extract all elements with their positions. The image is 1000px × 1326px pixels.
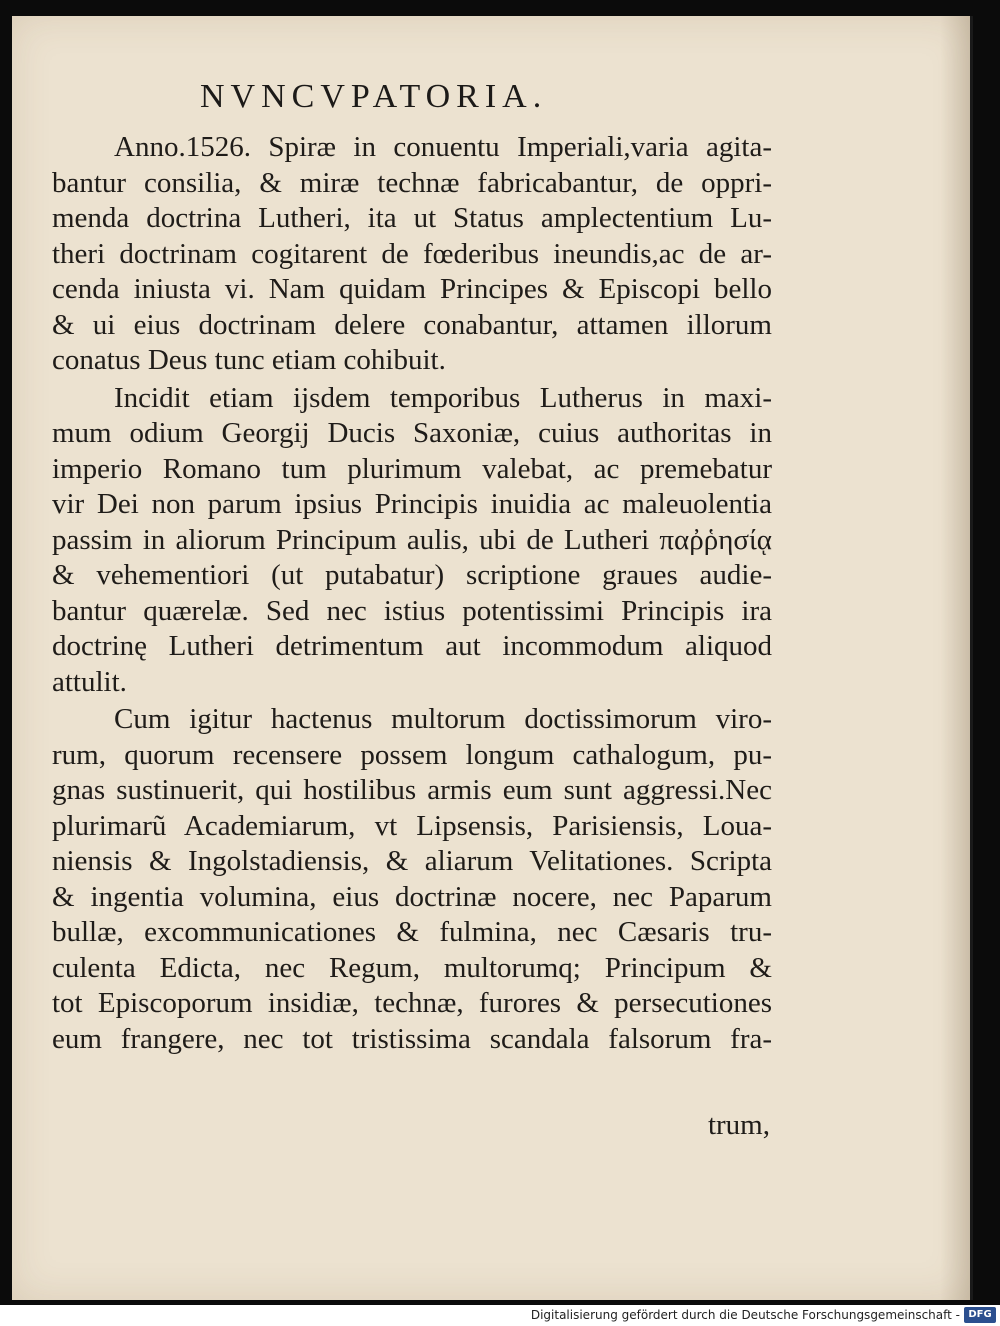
text-line: tot Episcoporum insidiæ, technæ, furores & persecutiones — [52, 987, 772, 1019]
text-line: gnas sustinuerit, qui hostilibus armis eum sunt aggressi.Nec — [52, 774, 772, 806]
text-line: Incidit etiam ijsdem temporibus Lutherus in maxi- — [114, 381, 772, 414]
text-line: bantur quærelæ. Sed nec istius potentissimi Principis ira — [52, 594, 772, 627]
text-line: plurimarũ Academiarum, vt Lipsensis, Parisiensis, Loua- — [52, 809, 772, 842]
text-line: eum frangere, nec tot tristissima scandala falsorum fra- — [52, 1022, 772, 1055]
text-line: Cum igitur hactenus multorum doctissimorum viro- — [114, 703, 772, 735]
paragraph-2 — [52, 381, 772, 701]
running-head: NVNCVPATORIA. — [200, 78, 548, 115]
text-line: imperio Romano tum plurimum valebat, ac premebatur — [52, 452, 772, 485]
paragraph-1 — [52, 130, 772, 379]
text-line: & ui eius doctrinam delere conabantur, attamen illorum — [52, 308, 772, 341]
text-line: cenda iniusta vi. Nam quidam Principes & Episcopi bello — [52, 273, 772, 305]
text-line: bantur consilia, & miræ technæ fabricabantur, de oppri- — [52, 166, 772, 199]
text-line: menda doctrina Lutheri, ita ut Status amplectentium Lu- — [52, 202, 772, 234]
text-line: rum, quorum recensere possem longum cathalogum, pu- — [52, 738, 772, 771]
text-line: conatus Deus tunc etiam cohibuit. — [52, 344, 446, 376]
body-text — [52, 130, 772, 1057]
text-line: mum odium Georgij Ducis Saxoniæ, cuius authoritas in — [52, 417, 772, 449]
text-line: Anno.1526. Spiræ in conuentu Imperiali,varia agita- — [114, 131, 772, 163]
text-line: passim in aliorum Principum aulis, ubi de Lutheri παῤῥησίᾳ — [52, 523, 772, 556]
paragraph-3 — [52, 702, 772, 1057]
text-line: attulit. — [52, 665, 127, 698]
text-line: bullæ, excommunicationes & fulmina, nec Cæsaris tru- — [52, 916, 772, 948]
catchword: trum, — [707, 1109, 770, 1141]
text-line: & ingentia volumina, eius doctrinæ nocere, nec Paparum — [52, 880, 772, 913]
funding-note: Digitalisierung gefördert durch die Deutsche Forschungsgemeinschaft - — [530, 1308, 960, 1322]
text-line: culenta Edicta, nec Regum, multorumq; Principum & — [52, 951, 772, 984]
text-line: & vehementiori (ut putabatur) scriptione graues audie- — [52, 559, 772, 591]
text-line: niensis & Ingolstadiensis, & aliarum Velitationes. Scripta — [52, 845, 772, 877]
text-line: theri doctrinam cogitarent de fœderibus ineundis,ac de ar- — [52, 237, 772, 270]
text-line: vir Dei non parum ipsius Principis inuidia ac maleuolentia — [52, 488, 772, 520]
dfg-logo-icon: DFG — [964, 1307, 996, 1323]
text-line: doctrinę Lutheri detrimentum aut incommodum aliquod — [52, 630, 772, 662]
